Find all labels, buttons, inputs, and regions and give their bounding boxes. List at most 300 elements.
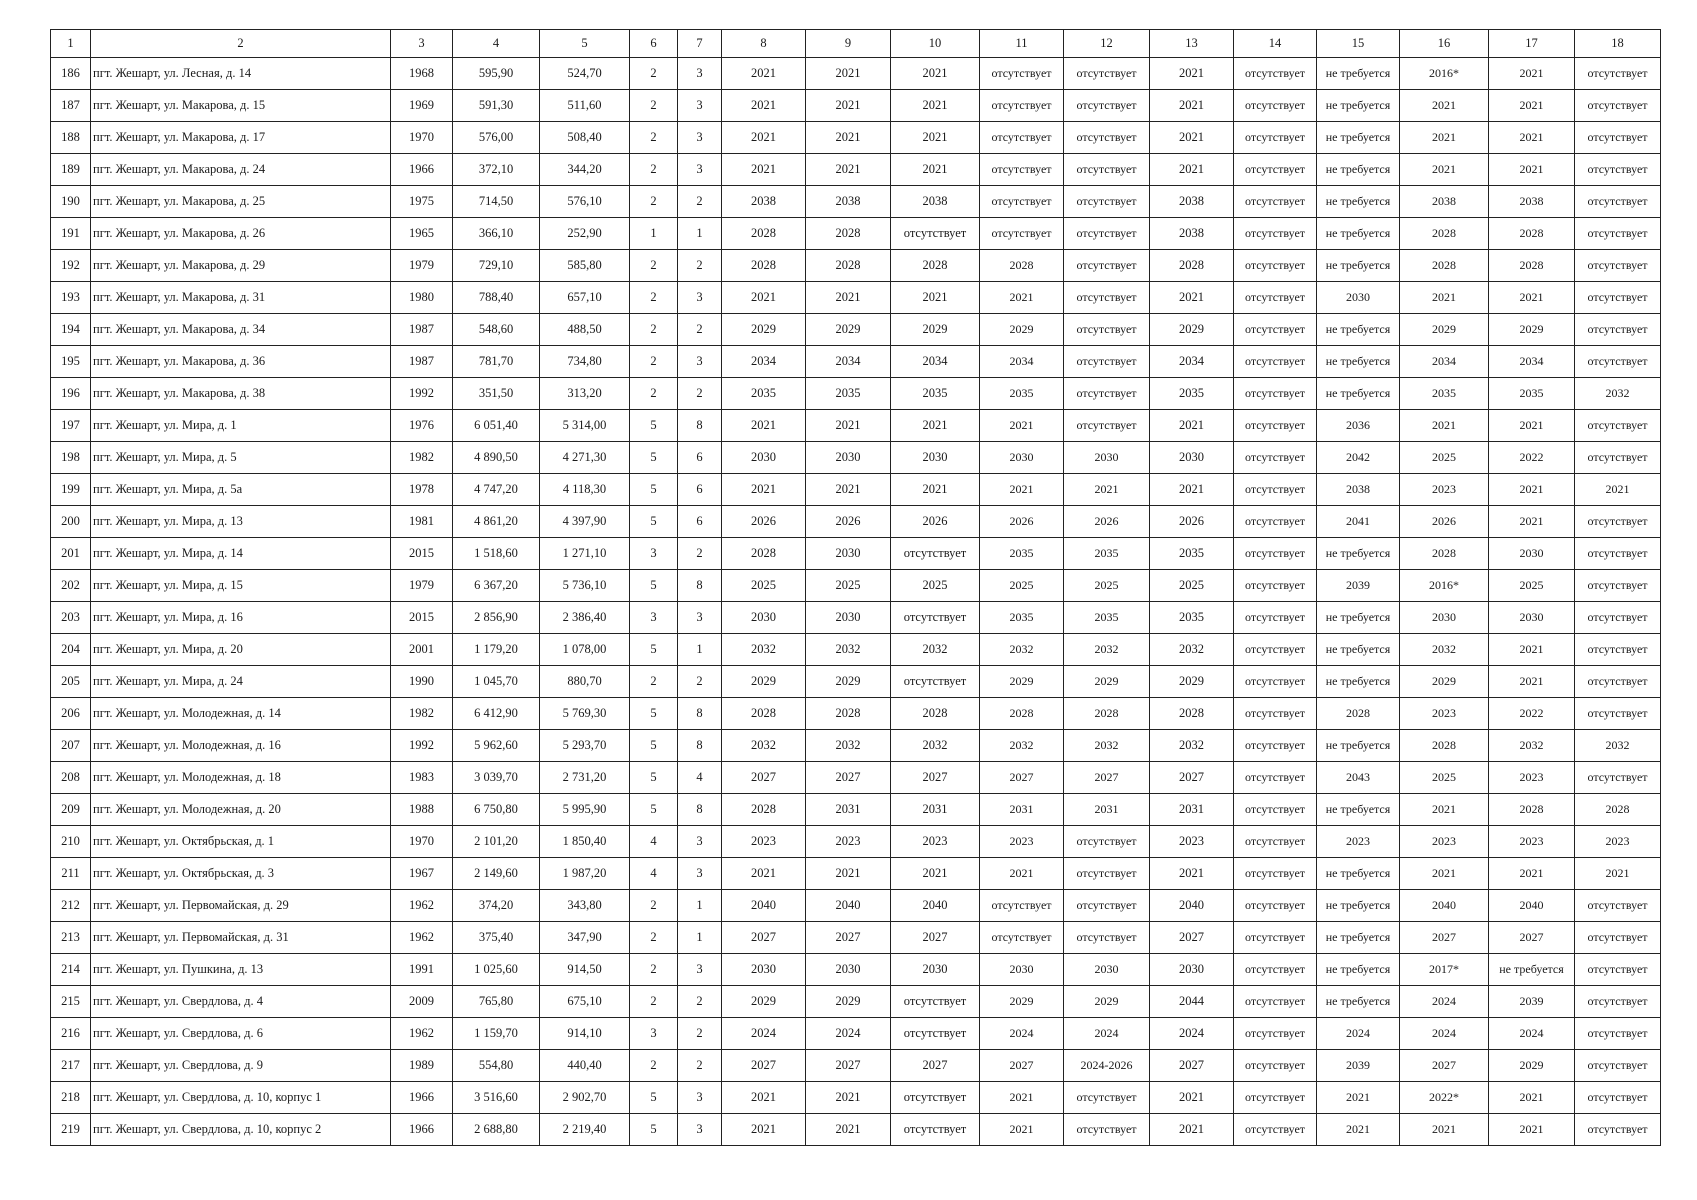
table-cell: 2021 [891, 410, 980, 442]
table-cell: 914,50 [540, 954, 630, 986]
header-row [51, 30, 1661, 58]
table-cell: 2023 [1575, 826, 1661, 858]
table-cell: 2032 [1064, 634, 1150, 666]
table-cell: 508,40 [540, 122, 630, 154]
row-number-cell: 192 [51, 250, 91, 282]
table-cell: 4 118,30 [540, 474, 630, 506]
table-cell: 2028 [806, 250, 891, 282]
table-cell: 729,10 [453, 250, 540, 282]
table-cell: 252,90 [540, 218, 630, 250]
table-cell: 1 [630, 218, 678, 250]
table-cell: 1988 [391, 794, 453, 826]
row-number-cell: 218 [51, 1082, 91, 1114]
table-cell: 440,40 [540, 1050, 630, 1082]
table-cell: отсутствует [1234, 602, 1317, 634]
address-cell: пгт. Жешарт, ул. Мира, д. 5а [91, 474, 391, 506]
table-cell: не требуется [1317, 346, 1400, 378]
table-cell: 2021 [980, 282, 1064, 314]
table-cell: 2027 [891, 922, 980, 954]
table-cell: отсутствует [1575, 1082, 1661, 1114]
row-number-cell: 199 [51, 474, 91, 506]
table-cell: 2030 [891, 442, 980, 474]
table-cell: 2026 [980, 506, 1064, 538]
table-cell: 2029 [722, 986, 806, 1018]
table-row [51, 474, 1661, 506]
table-cell: 2027 [1150, 1050, 1234, 1082]
table-cell: 2039 [1317, 1050, 1400, 1082]
table-cell: 2024-2026 [1064, 1050, 1150, 1082]
table-cell: отсутствует [1575, 122, 1661, 154]
table-cell: не требуется [1317, 154, 1400, 186]
table-cell: 2038 [1400, 186, 1489, 218]
row-number-cell: 215 [51, 986, 91, 1018]
table-cell: 1990 [391, 666, 453, 698]
table-cell: 2 856,90 [453, 602, 540, 634]
table-cell: отсутствует [1234, 666, 1317, 698]
table-cell: отсутствует [1234, 346, 1317, 378]
table-cell: 2044 [1150, 986, 1234, 1018]
table-cell: 2028 [806, 698, 891, 730]
column-header: 2 [91, 30, 391, 58]
column-header: 11 [980, 30, 1064, 58]
table-cell: 2030 [980, 954, 1064, 986]
table-cell: 2029 [1489, 314, 1575, 346]
table-cell: отсутствует [1575, 570, 1661, 602]
table-cell: 2 [678, 314, 722, 346]
table-cell: 2 [630, 922, 678, 954]
table-cell: 2 [630, 378, 678, 410]
row-number-cell: 201 [51, 538, 91, 570]
table-cell: 2021 [1400, 794, 1489, 826]
table-cell: 2034 [1489, 346, 1575, 378]
table-cell: 2029 [1400, 666, 1489, 698]
table-cell: 1 271,10 [540, 538, 630, 570]
table-row [51, 666, 1661, 698]
table-cell: 2032 [1064, 730, 1150, 762]
table-cell: 2021 [891, 858, 980, 890]
table-cell: 2021 [1489, 1114, 1575, 1146]
table-cell: 2021 [722, 1082, 806, 1114]
table-cell: отсутствует [1064, 858, 1150, 890]
table-cell: 1991 [391, 954, 453, 986]
table-cell: 5 995,90 [540, 794, 630, 826]
table-cell: 2028 [891, 698, 980, 730]
table-cell: 2023 [980, 826, 1064, 858]
table-cell: 2021 [1489, 634, 1575, 666]
table-cell: отсутствует [980, 90, 1064, 122]
table-cell: отсутствует [1064, 410, 1150, 442]
table-cell: 2040 [1150, 890, 1234, 922]
table-cell: 2038 [1489, 186, 1575, 218]
table-cell: 2029 [1064, 986, 1150, 1018]
table-row [51, 346, 1661, 378]
table-cell: 2 902,70 [540, 1082, 630, 1114]
table-cell: 1962 [391, 1018, 453, 1050]
table-cell: 585,80 [540, 250, 630, 282]
table-row [51, 954, 1661, 986]
table-cell: 2030 [1489, 538, 1575, 570]
table-cell: 1966 [391, 1082, 453, 1114]
address-cell: пгт. Жешарт, ул. Макарова, д. 17 [91, 122, 391, 154]
table-cell: 2021 [722, 122, 806, 154]
table-cell: 5 [630, 698, 678, 730]
table-cell: 3 516,60 [453, 1082, 540, 1114]
table-cell: отсутствует [1234, 1018, 1317, 1050]
table-cell: отсутствует [1575, 506, 1661, 538]
table-cell: 2027 [806, 762, 891, 794]
table-cell: 2039 [1317, 570, 1400, 602]
address-cell: пгт. Жешарт, ул. Макарова, д. 15 [91, 90, 391, 122]
table-cell: 2042 [1317, 442, 1400, 474]
table-cell: 2022 [1489, 442, 1575, 474]
column-header: 9 [806, 30, 891, 58]
table-cell: 1969 [391, 90, 453, 122]
table-cell: 2031 [980, 794, 1064, 826]
table-cell: 2021 [806, 58, 891, 90]
table-cell: отсутствует [1575, 890, 1661, 922]
table-cell: отсутствует [1575, 90, 1661, 122]
table-cell: 1980 [391, 282, 453, 314]
table-cell: 6 367,20 [453, 570, 540, 602]
table-cell: 2021 [722, 154, 806, 186]
table-cell: 2 [630, 1050, 678, 1082]
table-cell: 2023 [891, 826, 980, 858]
table-cell: 2032 [806, 730, 891, 762]
table-cell: 2021 [1400, 154, 1489, 186]
table-cell: 595,90 [453, 58, 540, 90]
table-cell: 4 [630, 858, 678, 890]
table-cell: 2021 [722, 474, 806, 506]
table-cell: 2039 [1489, 986, 1575, 1018]
address-cell: пгт. Жешарт, ул. Молодежная, д. 16 [91, 730, 391, 762]
table-cell: 2038 [722, 186, 806, 218]
table-cell: 2035 [1150, 538, 1234, 570]
table-cell: отсутствует [1575, 602, 1661, 634]
row-number-cell: 193 [51, 282, 91, 314]
table-cell: 2 [630, 890, 678, 922]
table-cell: отсутствует [1234, 730, 1317, 762]
table-cell: 5 736,10 [540, 570, 630, 602]
table-cell: 2021 [1575, 858, 1661, 890]
table-cell: 2021 [1150, 474, 1234, 506]
table-cell: 2028 [722, 794, 806, 826]
table-cell: отсутствует [1064, 1114, 1150, 1146]
table-cell: 914,10 [540, 1018, 630, 1050]
table-cell: 2029 [806, 666, 891, 698]
table-cell: 2032 [1400, 634, 1489, 666]
table-cell: 2023 [1400, 474, 1489, 506]
table-cell: отсутствует [1575, 634, 1661, 666]
table-cell: 2032 [980, 730, 1064, 762]
table-cell: 2021 [1489, 506, 1575, 538]
table-cell: 2031 [1064, 794, 1150, 826]
table-cell: 6 750,80 [453, 794, 540, 826]
table-cell: 2030 [1150, 954, 1234, 986]
table-cell: 765,80 [453, 986, 540, 1018]
table-cell: 1 078,00 [540, 634, 630, 666]
table-cell: 2021 [1489, 858, 1575, 890]
table-cell: 2021 [1064, 474, 1150, 506]
table-cell: 3 [630, 538, 678, 570]
table-row [51, 922, 1661, 954]
table-cell: отсутствует [1234, 1050, 1317, 1082]
table-cell: 2023 [1317, 826, 1400, 858]
address-cell: пгт. Жешарт, ул. Макарова, д. 26 [91, 218, 391, 250]
table-cell: 1979 [391, 570, 453, 602]
table-cell: отсутствует [1234, 378, 1317, 410]
table-cell: 1976 [391, 410, 453, 442]
table-cell: 2023 [1489, 762, 1575, 794]
table-cell: 366,10 [453, 218, 540, 250]
table-row [51, 154, 1661, 186]
table-cell: отсутствует [1234, 1082, 1317, 1114]
table-cell: 2027 [1150, 922, 1234, 954]
table-cell: 2021 [980, 1114, 1064, 1146]
table-cell: 2032 [1575, 378, 1661, 410]
table-cell: 2038 [1317, 474, 1400, 506]
table-cell: отсутствует [1575, 954, 1661, 986]
table-cell: 1962 [391, 922, 453, 954]
row-number-cell: 197 [51, 410, 91, 442]
table-cell: отсутствует [1064, 282, 1150, 314]
table-cell: 2030 [722, 442, 806, 474]
table-cell: отсутствует [1234, 474, 1317, 506]
table-cell: отсутствует [1064, 1082, 1150, 1114]
column-header: 3 [391, 30, 453, 58]
address-cell: пгт. Жешарт, ул. Октябрьская, д. 1 [91, 826, 391, 858]
row-number-cell: 212 [51, 890, 91, 922]
table-cell: 2028 [1489, 218, 1575, 250]
table-cell: 2024 [1489, 1018, 1575, 1050]
table-cell: отсутствует [1575, 538, 1661, 570]
row-number-cell: 190 [51, 186, 91, 218]
table-cell: отсутствует [1234, 634, 1317, 666]
table-cell: отсутствует [1234, 794, 1317, 826]
table-cell: 4 861,20 [453, 506, 540, 538]
table-cell: 2023 [1150, 826, 1234, 858]
table-cell: отсутствует [980, 154, 1064, 186]
row-number-cell: 200 [51, 506, 91, 538]
row-number-cell: 191 [51, 218, 91, 250]
table-cell: не требуется [1317, 794, 1400, 826]
table-cell: 2032 [891, 730, 980, 762]
table-cell: не требуется [1317, 538, 1400, 570]
table-cell: 1981 [391, 506, 453, 538]
table-cell: отсутствует [1064, 922, 1150, 954]
table-cell: 2035 [980, 538, 1064, 570]
table-cell: 3 [678, 90, 722, 122]
table-cell: 2021 [806, 858, 891, 890]
address-cell: пгт. Жешарт, ул. Свердлова, д. 4 [91, 986, 391, 1018]
table-cell: отсутствует [1064, 58, 1150, 90]
table-cell: 3 [630, 602, 678, 634]
table-cell: 1966 [391, 1114, 453, 1146]
table-row [51, 1114, 1661, 1146]
table-cell: 2035 [980, 378, 1064, 410]
row-number-cell: 205 [51, 666, 91, 698]
table-cell: 2 149,60 [453, 858, 540, 890]
table-cell: 2021 [806, 474, 891, 506]
table-cell: 2021 [1489, 90, 1575, 122]
table-cell: 3 [678, 122, 722, 154]
column-header: 8 [722, 30, 806, 58]
table-cell: 2028 [891, 250, 980, 282]
table-cell: 1 850,40 [540, 826, 630, 858]
table-cell: 5 962,60 [453, 730, 540, 762]
table-cell: отсутствует [1234, 186, 1317, 218]
column-header: 5 [540, 30, 630, 58]
table-cell: 1992 [391, 378, 453, 410]
table-cell: 788,40 [453, 282, 540, 314]
table-cell: 5 [630, 1114, 678, 1146]
table-cell: 2024 [1400, 1018, 1489, 1050]
table-cell: 2017* [1400, 954, 1489, 986]
table-cell: отсутствует [980, 922, 1064, 954]
table-cell: 2026 [722, 506, 806, 538]
table-cell: 2021 [1489, 1082, 1575, 1114]
table-cell: отсутствует [1575, 1018, 1661, 1050]
address-cell: пгт. Жешарт, ул. Макарова, д. 25 [91, 186, 391, 218]
row-number-cell: 211 [51, 858, 91, 890]
table-cell: 2021 [1400, 282, 1489, 314]
table-cell: 488,50 [540, 314, 630, 346]
table-cell: 2026 [1064, 506, 1150, 538]
address-cell: пгт. Жешарт, ул. Лесная, д. 14 [91, 58, 391, 90]
table-cell: 1 [678, 890, 722, 922]
table-cell: 2032 [891, 634, 980, 666]
table-cell: не требуется [1317, 922, 1400, 954]
table-cell: 2 [630, 250, 678, 282]
table-cell: 2028 [722, 538, 806, 570]
table-cell: 2032 [1150, 730, 1234, 762]
table-cell: 2023 [1400, 698, 1489, 730]
table-cell: 2032 [806, 634, 891, 666]
table-cell: 2028 [806, 218, 891, 250]
table-cell: отсутствует [1234, 442, 1317, 474]
table-cell: 2034 [980, 346, 1064, 378]
table-row [51, 826, 1661, 858]
table-cell: 2027 [1064, 762, 1150, 794]
table-row [51, 186, 1661, 218]
table-cell: 1992 [391, 730, 453, 762]
table-cell: 344,20 [540, 154, 630, 186]
table-cell: 576,10 [540, 186, 630, 218]
table-cell: 2028 [980, 698, 1064, 730]
table-cell: отсутствует [1064, 314, 1150, 346]
table-cell: 2015 [391, 602, 453, 634]
table-cell: 2021 [1150, 1114, 1234, 1146]
table-cell: 2 [678, 538, 722, 570]
table-cell: 6 051,40 [453, 410, 540, 442]
table-cell: 2027 [806, 1050, 891, 1082]
table-row [51, 442, 1661, 474]
table-cell: 2035 [891, 378, 980, 410]
table-cell: 2030 [722, 954, 806, 986]
table-cell: отсутствует [1575, 986, 1661, 1018]
table-cell: отсутствует [1234, 90, 1317, 122]
address-cell: пгт. Жешарт, ул. Мира, д. 15 [91, 570, 391, 602]
table-cell: 2021 [1489, 122, 1575, 154]
table-cell: 2027 [1150, 762, 1234, 794]
table-cell: 2035 [806, 378, 891, 410]
table-cell: 2029 [980, 986, 1064, 1018]
table-cell: отсутствует [1575, 282, 1661, 314]
table-cell: 2 386,40 [540, 602, 630, 634]
address-cell: пгт. Жешарт, ул. Мира, д. 1 [91, 410, 391, 442]
table-cell: 2040 [1400, 890, 1489, 922]
address-cell: пгт. Жешарт, ул. Пушкина, д. 13 [91, 954, 391, 986]
address-cell: пгт. Жешарт, ул. Макарова, д. 31 [91, 282, 391, 314]
table-cell: 2 [630, 986, 678, 1018]
table-cell: 5 [630, 1082, 678, 1114]
address-cell: пгт. Жешарт, ул. Мира, д. 20 [91, 634, 391, 666]
table-cell: 1962 [391, 890, 453, 922]
table-cell: 2034 [1400, 346, 1489, 378]
table-cell: 313,20 [540, 378, 630, 410]
table-cell: 2024 [1400, 986, 1489, 1018]
table-cell: 2 [678, 986, 722, 1018]
table-cell: 5 [630, 474, 678, 506]
table-cell: 8 [678, 794, 722, 826]
table-cell: 2030 [1317, 282, 1400, 314]
row-number-cell: 214 [51, 954, 91, 986]
table-cell: 2032 [980, 634, 1064, 666]
table-cell: 5 293,70 [540, 730, 630, 762]
table-cell: 2021 [1400, 858, 1489, 890]
table-cell: 3 [678, 858, 722, 890]
table-cell: 1982 [391, 442, 453, 474]
table-cell: 2028 [1400, 538, 1489, 570]
table-cell: не требуется [1317, 858, 1400, 890]
table-cell: 3 [678, 58, 722, 90]
table-cell: отсутствует [891, 1082, 980, 1114]
row-number-cell: 202 [51, 570, 91, 602]
table-cell: 1975 [391, 186, 453, 218]
table-cell: 8 [678, 570, 722, 602]
table-cell: 2030 [1150, 442, 1234, 474]
table-cell: 2028 [1489, 250, 1575, 282]
table-cell: 2035 [1064, 602, 1150, 634]
table-cell: 2027 [1489, 922, 1575, 954]
table-cell: отсутствует [1064, 154, 1150, 186]
row-number-cell: 217 [51, 1050, 91, 1082]
table-cell: 2 731,20 [540, 762, 630, 794]
table-cell: 374,20 [453, 890, 540, 922]
table-cell: 2021 [1317, 1082, 1400, 1114]
table-cell: 734,80 [540, 346, 630, 378]
address-cell: пгт. Жешарт, ул. Молодежная, д. 18 [91, 762, 391, 794]
table-cell: отсутствует [1575, 250, 1661, 282]
table-cell: 2026 [1400, 506, 1489, 538]
table-cell: 2029 [1489, 1050, 1575, 1082]
table-row [51, 634, 1661, 666]
table-cell: 5 769,30 [540, 698, 630, 730]
table-row [51, 1082, 1661, 1114]
table-cell: 2 [630, 954, 678, 986]
table-cell: 2027 [722, 1050, 806, 1082]
table-cell: 2023 [1489, 826, 1575, 858]
table-cell: отсутствует [980, 58, 1064, 90]
table-cell: 781,70 [453, 346, 540, 378]
table-cell: отсутствует [891, 602, 980, 634]
table-cell: не требуется [1317, 250, 1400, 282]
table-cell: отсутствует [1234, 314, 1317, 346]
table-row [51, 378, 1661, 410]
table-cell: 2030 [806, 954, 891, 986]
table-cell: 1968 [391, 58, 453, 90]
table-cell: 2030 [806, 442, 891, 474]
table-cell: отсутствует [1234, 58, 1317, 90]
